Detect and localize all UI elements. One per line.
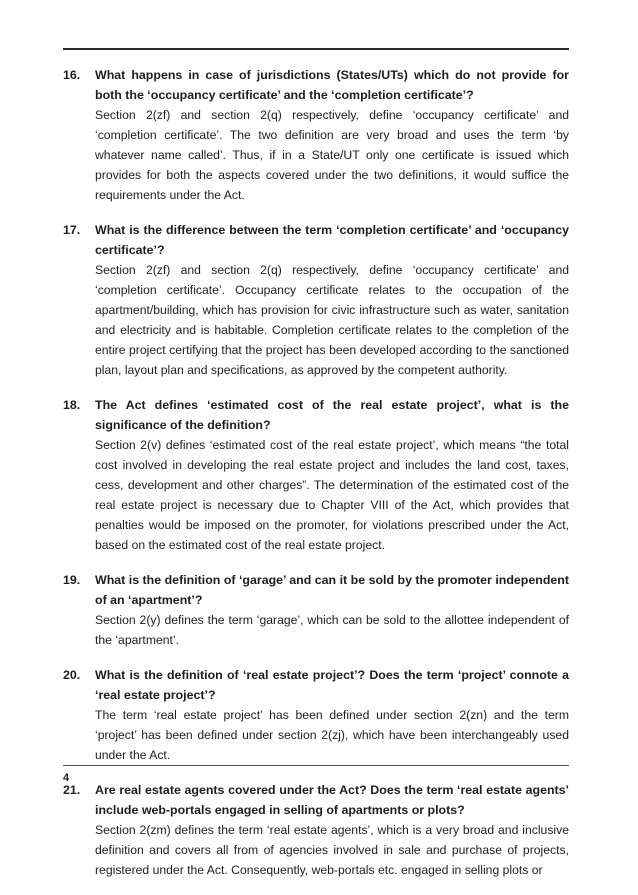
question-title: What happens in case of jurisdictions (States/UTs) which do not provide for both the ‘occupancy certificate’ and the ‘completion certificate’?	[95, 68, 569, 102]
faq-item-19	[63, 570, 569, 650]
faq-item-16	[63, 65, 569, 205]
answer-text: Section 2(zf) and section 2(q) respectively, define ‘occupancy certificate’ and ‘completion certificate’. The two definition are very broad and uses the term ‘by whatever name called’. Thus, if in a State/UT only one certificate is issued which provides for both the aspects covered under the two definitions, it would suffice the requirements under the Act.	[95, 108, 569, 202]
answer-text: The term ‘real estate project’ has been defined under section 2(zn) and the term ‘project’ has been defined under section 2(zj), which have been interchangeably used under the Act.	[95, 708, 569, 762]
faq-item-17	[63, 220, 569, 380]
question-title: What is the definition of ‘real estate project’? Does the term ‘project’ connote a ‘real estate project’?	[95, 668, 569, 702]
faq-item-21	[63, 780, 569, 880]
question-number: 21.	[63, 783, 81, 797]
question-title: Are real estate agents covered under the Act? Does the term ‘real estate agents’ include web-portals engaged in selling of apartments or plots?	[95, 783, 569, 817]
answer-text: Section 2(v) defines ‘estimated cost of the real estate project’, which means “the total cost involved in developing the real estate project and includes the land cost, taxes, cess, development and other charges”. The determination of the estimated cost of the real estate project is necessary due to Chapter VIII of the Act, which provides that penalties would be imposed on the promoter, for violations prescribed under the Act, based on the estimated cost of the real estate project.	[95, 438, 569, 552]
faq-list	[63, 65, 569, 895]
question-number: 16.	[63, 68, 81, 82]
header-divider	[63, 48, 569, 50]
answer-text: Section 2(y) defines the term ‘garage’, which can be sold to the allottee independent of the ‘apartment’.	[95, 613, 569, 647]
question-number: 19.	[63, 573, 81, 587]
answer-text: Section 2(zm) defines the term ‘real estate agents’, which is a very broad and inclusive definition and covers all from of agencies involved in sale and purchase of projects, registered under the Act. Consequently, web-portals etc. engaged in selling plots or	[95, 823, 569, 877]
question-title: What is the definition of ‘garage’ and can it be sold by the promoter independent of an ‘apartment’?	[95, 573, 569, 607]
footer-divider	[63, 765, 569, 766]
question-number: 17.	[63, 223, 81, 237]
question-title: The Act defines ‘estimated cost of the real estate project’, what is the significance of the definition?	[95, 398, 569, 432]
faq-item-20	[63, 665, 569, 765]
question-number: 20.	[63, 668, 81, 682]
page-number: 4	[63, 772, 70, 784]
faq-item-18	[63, 395, 569, 555]
answer-text: Section 2(zf) and section 2(q) respectively, define ‘occupancy certificate’ and ‘completion certificate’. Occupancy certificate relates to the occupation of the apartment/building, which has provision for civic infrastructure such as water, sanitation and electricity and is habitable. Completion certificate relates to the completion of the entire project certifying that the project has been developed according to the sanctioned plan, layout plan and specifications, as approved by the competent authority.	[95, 263, 569, 377]
question-number: 18.	[63, 398, 81, 412]
question-title: What is the difference between the term ‘completion certificate’ and ‘occupancy certificate’?	[95, 223, 569, 257]
